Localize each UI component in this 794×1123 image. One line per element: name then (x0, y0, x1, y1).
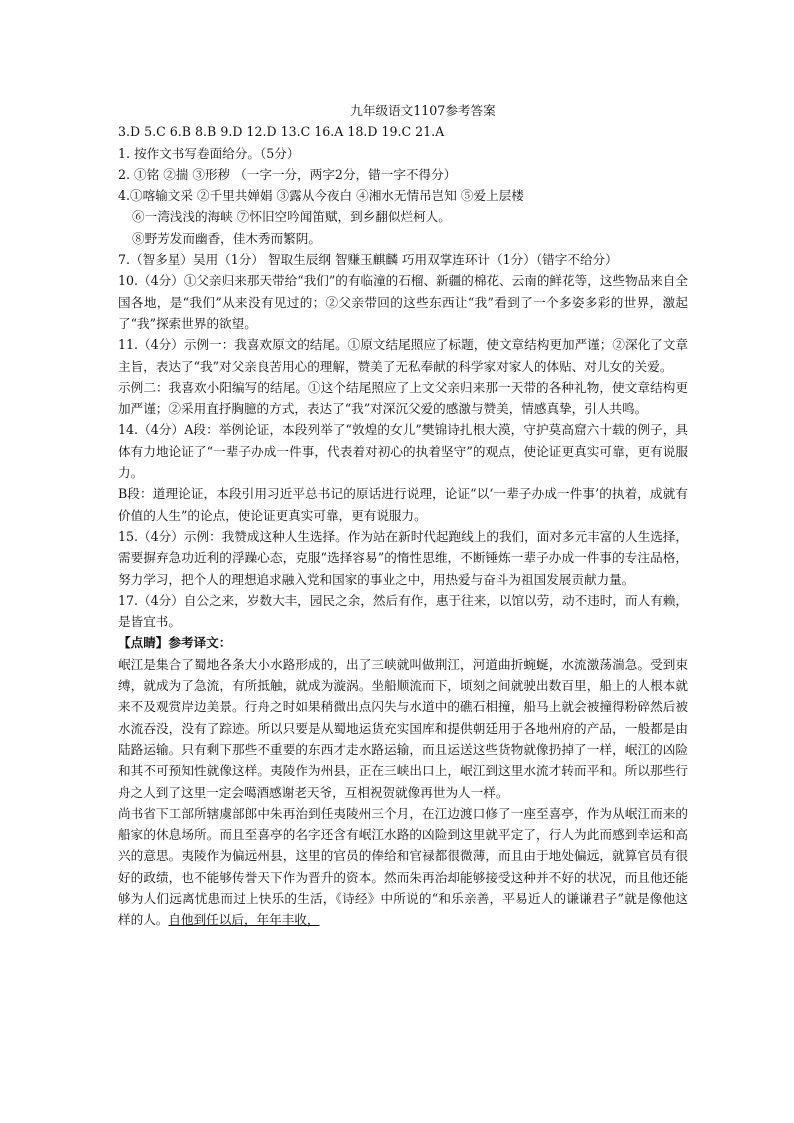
answer-q14-b: B段：道理论证，本段引用习近平总书记的原话进行说理，论证“以‘一辈子办成一件事’的执着，成就有价值的人生”的论点，使论证更真实可靠，更有说服力。 (118, 486, 688, 523)
page-title: 九年级语文1107参考答案 (350, 103, 496, 118)
answer-q15: 15.（4分）示例：我赞成这种人生选择。作为站在新时代起跑线上的我们，面对多元丰富的人生选择，需要摒弃急功近利的浮躁心态，克服“选择容易”的惰性思维，不断锤炼一辈子办成一件事的专注品格，努力学习，把个人的理想追求融入党和国家的事业之中，用热爱与奋斗为祖国发展贡献力量。 (118, 528, 688, 587)
note-heading: 【点睛】参考译文： (118, 635, 232, 651)
answer-q4-line1: 4.①喀输文采 ②千里共婵娟 ③露从今夜白 ④湘水无情吊岂知 ⑤爱上层楼 (118, 188, 524, 204)
multiple-choice-answers: 3.D 5.C 6.B 8.B 9.D 12.D 13.C 16.A 18.D 19.C 21.A (118, 124, 445, 140)
answer-q7: 7.（智多星）吴用（1分） 智取生辰纲 智赚玉麒麟 巧用双掌连环计（1分）（错字不给分） (118, 252, 618, 268)
answer-q4-line2: ⑥一湾浅浅的海峡 ⑦怀旧空吟闻笛赋，到乡翻似烂柯人。 (132, 209, 451, 225)
answer-q10: 10.（4分）①父亲归来那天带给“我们”的有临潼的石榴、新疆的棉花、云南的鲜花等，这些物品来自全国各地，是“我们”从来没有见过的；②父亲带回的这些东西让“我”看到了一个多姿多彩的世界，激起了“我”探索世界的欲望。 (118, 273, 688, 331)
answer-q11-example1: 11.（4分）示例一：我喜欢原文的结尾。①原文结尾照应了标题，使文章结构更加严谨；②深化了文章主旨，表达了“我”对父亲良苦用心的理解，赞美了无私奉献的科学家对家人的体贴、对儿女的关爱。 (118, 337, 688, 374)
translation-paragraph-2 (118, 803, 688, 931)
answer-q1: 1. 按作文书写卷面给分。（5分） (118, 145, 300, 161)
answer-q17: 17.（4分）自公之来，岁数大丰，园民之余，然后有作，惠于往来，以馆以劳，动不违时，而人有赖，是皆宜书。 (118, 592, 688, 630)
translation-paragraph-1: 岷江是集合了蜀地各条大小水路形成的，出了三峡就叫做荆江，河道曲折蜿蜒，水流激荡湍急。受到束缚，就成为了急流，有所抵触，就成为漩涡。坐船顺流而下，顷刻之间就驶出数百里，船上的人根本就来不及观赏岸边美景。行舟之时如果稍微出点闪失与水道中的礁石相撞，船马上就会被撞得粉碎然后被水流吞没，没有了踪迹。所以只要是从蜀地运货充实国库和提供朝廷用于各地州府的产品，一般都是由陆路运输。只有剩下那些不重要的东西才走水路运输，而且运送这些货物就像扔掉了一样，岷江的凶险和其不可预知性就像这样。夷陵作为州县，正在三峡出口上，岷江到这里水流才转而平和。所以那些行舟之人到了这里一定会噶酒感谢老天爷，互相祝贺就像再世为人一样。 (118, 656, 688, 800)
answer-q2: 2. ①铭 ②揣 ③形秽 （一字一分，两字2分，错一字不得分） (118, 166, 457, 182)
translation-underlined-text: 自他到任以后，年年丰收， (168, 912, 320, 928)
answer-q14-a: 14.（4分）A段：举例论证，本段列举了“敦煌的女儿”樊锦诗扎根大漠，守护莫高窟六十载的例子，具体有力地论证了“一辈子办成一件事，代表着对初心的执着坚守”的观点，使论证更真实可靠，更有说服力。 (118, 422, 688, 481)
answer-q4-line3: ⑧野芳发而幽香，佳木秀而繁阴。 (132, 230, 321, 246)
answer-q11-example2: 示例二：我喜欢小阳编写的结尾。①这个结尾照应了上文父亲归来那一天带的各种礼物，使文章结构更加严谨；②采用直抒胸臆的方式，表达了“我”对深沉父爱的感激与赞美，情感真挚，引人共鸣。 (118, 379, 688, 417)
translation-paragraph-2-main: 尚书省下工部所辖虞部郎中朱再治到任夷陵州三个月，在江边渡口修了一座至喜亭，作为从岷江而来的船家的休息场所。而且至喜亭的名字还含有岷江水路的凶险到这里就平定了，行人为此而感到幸运和高兴的意思。夷陵作为偏远州县，这里的官员的俸给和官禄都很微薄，而且由于地处偏远，就算官员有很好的政绩，也不能够传誉天下作为晋升的资本。然而朱再治却能够接受这种并不好的状况，而且他还能够为人们远离忧患而过上快乐的生活，《诗经》中所说的“和乐亲善，平易近人的谦谦君子”就是像他这样的人。 (118, 805, 688, 928)
answer-sheet (118, 100, 688, 931)
